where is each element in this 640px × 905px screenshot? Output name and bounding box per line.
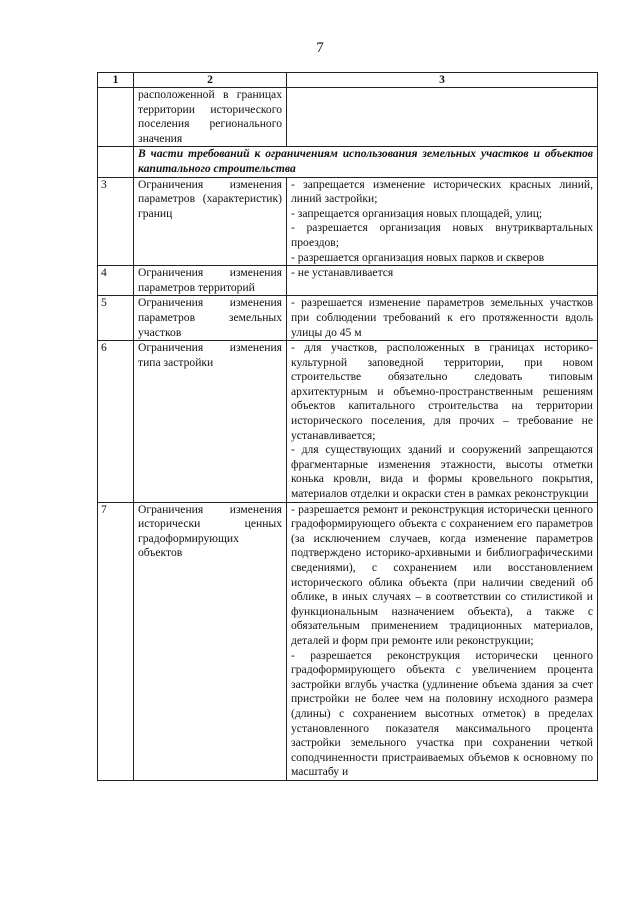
row-name: Ограничения изменения исторически ценных градоформирующих объектов <box>134 502 287 780</box>
row-name: Ограничения изменения типа застройки <box>134 341 287 503</box>
row-name: Ограничения изменения параметров земельных участков <box>134 296 287 341</box>
table-row <box>98 341 598 503</box>
row-text: - для участков, расположенных в границах историко-культурной заповедной территории, при новом строительстве обязательно следовать типовым архитектурным и объемно-пространственным решениям объектов капитального строительства на территории исторического поселения, для прочих – требование не устанавливается; - для существующих зданий и сооружений запрещаются фрагментарные изменения этажности, высоты отметки конька кровли, вида и формы кровельного покрытия, материалов отделки и окраски стен в рамках реконструкции <box>287 341 598 503</box>
page-number: 7 <box>316 40 324 56</box>
table-row <box>98 177 598 266</box>
row-number: 5 <box>98 296 134 341</box>
header-col-2: 2 <box>134 73 287 88</box>
table-row <box>98 266 598 296</box>
row-text: - разрешается изменение параметров земельных участков при соблюдении требований к его протяженности вдоль улицы до 45 м <box>287 296 598 341</box>
table-header-row <box>98 73 598 88</box>
header-col-1: 1 <box>98 73 134 88</box>
row-name: Ограничения изменения параметров территорий <box>134 266 287 296</box>
row-number: 4 <box>98 266 134 296</box>
continuation-text: расположенной в границах территории исторического поселения регионального значения <box>134 88 287 147</box>
table-row <box>98 296 598 341</box>
row-text: - разрешается ремонт и реконструкция исторически ценного градоформирующего объекта с сохранением его параметров (за исключением случаев, когда изменение параметров подтверждено историко-архивными и библиографическими сведениями), с сохранением или восстановлением исторического облика объекта (при наличии сведений об облике, в иных случаях – в соответствии со стилистикой и функциональным назначением объекта), а также с обязательным применением традиционных материалов, деталей и форм при ремонте или реконструкции; - разрешается реконструкция исторически ценного градоформирующего объекта с увеличением процента застройки вглубь участка (удлинение объема здания за счет пристройки не более чем на половину исходного размера (длины) с сохранением высотных отметок) в пределах установленного показателя максимального процента застройки земельного участка при сохранении четкой соподчиненности пристраиваемых объемов к основному по масштабу и <box>287 502 598 780</box>
row-number: 3 <box>98 177 134 266</box>
header-col-3: 3 <box>287 73 598 88</box>
row-name: Ограничения изменения параметров (характеристик) границ <box>134 177 287 266</box>
table-row-continuation <box>98 88 598 147</box>
row-text: - не устанавливается <box>287 266 598 296</box>
section-row <box>98 147 598 177</box>
row-text: - запрещается изменение исторических красных линий, линий застройки; - запрещается организация новых площадей, улиц; - разрешается организация новых внутриквартальных проездов; - разрешается организация новых парков и скверов <box>287 177 598 266</box>
regulations-table <box>97 72 598 781</box>
row-number: 7 <box>98 502 134 780</box>
table-row <box>98 502 598 780</box>
section-title: В части требований к ограничениям использования земельных участков и объектов капитального строительства <box>134 147 598 177</box>
row-number: 6 <box>98 341 134 503</box>
